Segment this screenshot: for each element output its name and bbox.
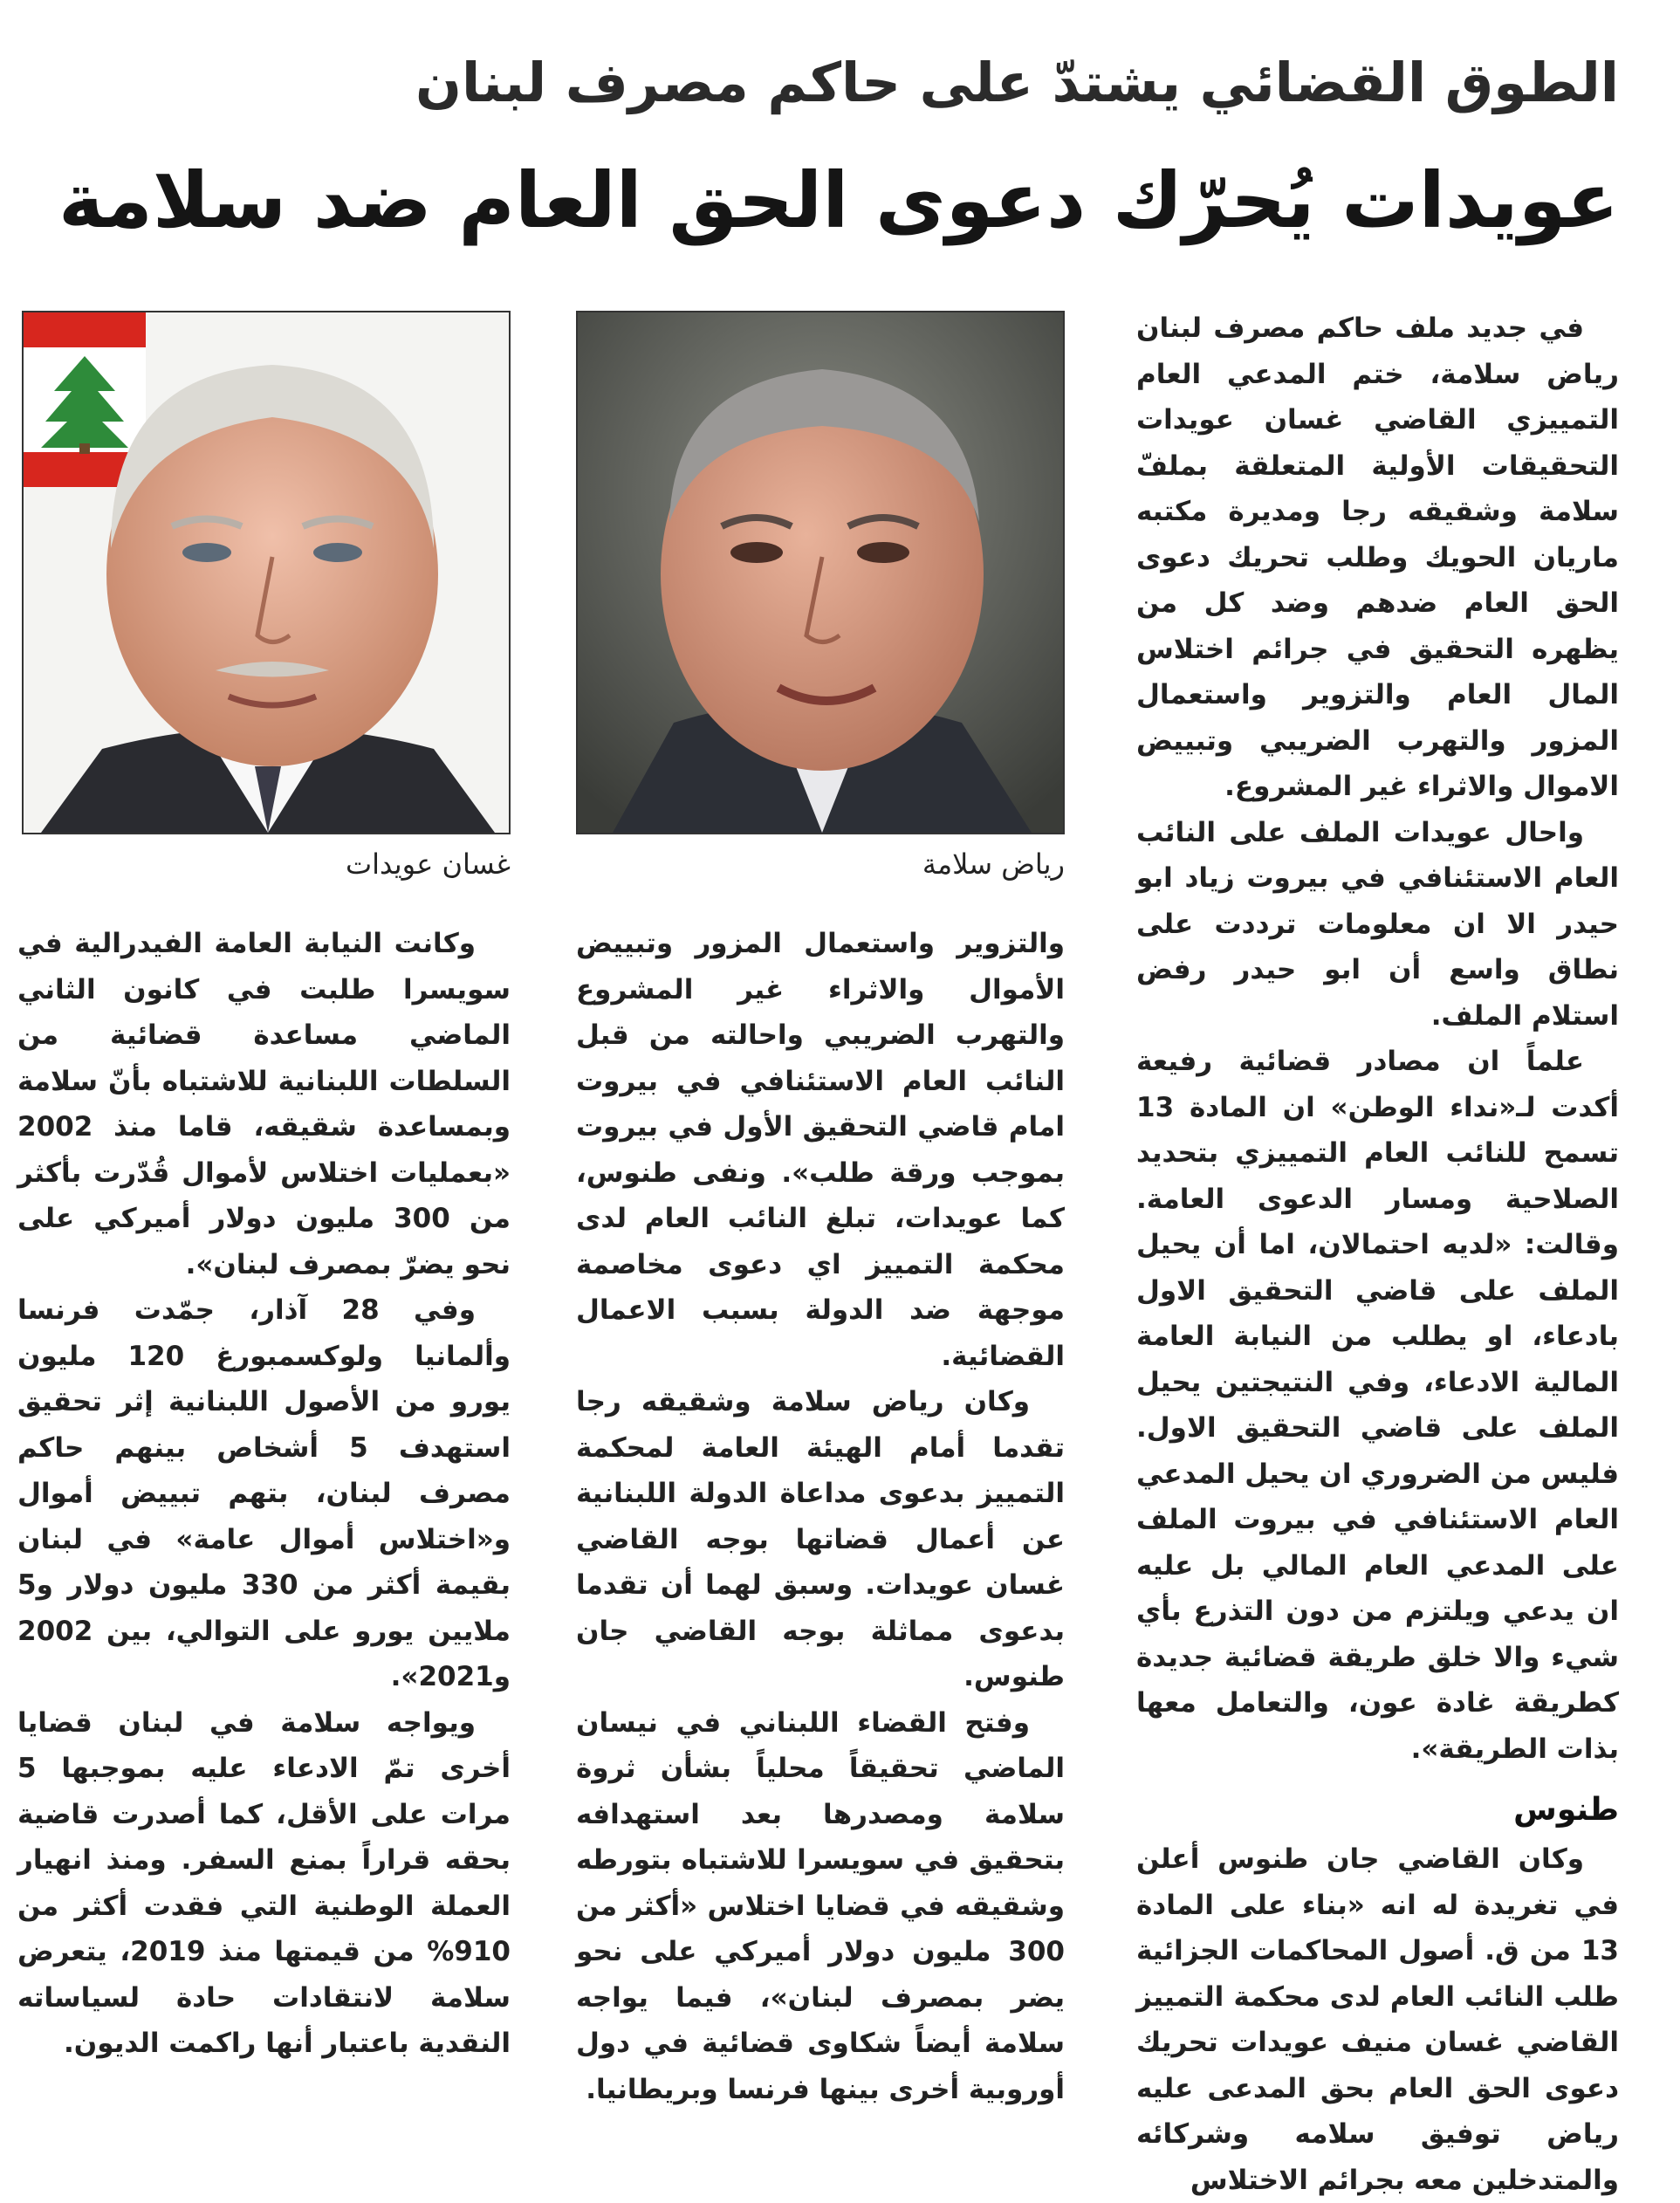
paragraph: وكان القاضي جان طنوس أعلن في تغريدة له انه «بناء على المادة 13 من ق. أصول المحاكمات الجزائية طلب النائب العام لدى محكمة التمييز القاضي غسان منيف عويدات تحريك دعوى الحق العام بحق المدعى عليه رياض توفيق سلامه وشركائه والمتدخلين معه بجرائم الاختلاس — [1136, 1843, 1619, 2196]
article-column-middle — [576, 921, 1065, 2112]
paragraph: في جديد ملف حاكم مصرف لبنان رياض سلامة، ختم المدعي العام التمييزي القاضي غسان عويدات التحقيقات الأولية المتعلقة بملفّ سلامة وشقيقه رجا ومديرة مكتبه ماريان الحويك وطلب تحريك دعوى الحق العام ضدهم وضد كل من يظهره التحقيق في جرائم اختلاس المال العام والتزوير واستعمال المزور والتهرب الضريبي وتبييض الاموال والاثراء غير المشروع. — [1136, 312, 1619, 802]
paragraph: ويواجه سلامة في لبنان قضايا أخرى تمّ الادعاء عليه بموجبها 5 مرات على الأقل، كما أصدرت قاضية بحقه قراراً بمنع السفر. ومنذ انهيار العملة الوطنية التي فقدت أكثر من 910% من قيمتها منذ 2019، يتعرض سلامة لانتقادات حادة لسياساته النقدية باعتبار أنها راكمت الديون. — [17, 1706, 511, 2059]
paragraph: وفي 28 آذار، جمّدت فرنسا وألمانيا ولوكسمبورغ 120 مليون يورو من الأصول اللبنانية إثر تحقيق استهدف 5 أشخاص بينهم حاكم مصرف لبنان، بتهم تبييض أموال و«اختلاس أموال عامة» في لبنان بقيمة أكثر من 330 مليون دولار و5 ملايين يورو على التوالي، بين 2002 و2021». — [17, 1294, 511, 1692]
paragraph: وكان رياض سلامة وشقيقه رجا تقدما أمام الهيئة العامة لمحكمة التمييز بدعوى مداعاة الدولة اللبنانية عن أعمال قضاتها بوجه القاضي غسان عويدات. وسبق لهما أن تقدما بدعوى مماثلة بوجه القاضي جان طنوس. — [576, 1386, 1065, 1692]
paragraph: وفتح القضاء اللبناني في نيسان الماضي تحقيقاً محلياً بشأن ثروة سلامة ومصدرها بعد استهدافه بتحقيق في سويسرا للاشتباه بتورطه وشقيقه في قضايا اختلاس «أكثر من 300 مليون دولار أميركي على نحو يضر بمصرف لبنان»، فيما يواجه سلامة أيضاً شكاوى قضائية في دول أوروبية أخرى بينها فرنسا وبريطانيا. — [576, 1706, 1065, 2105]
article-column-right — [1136, 305, 1619, 2203]
paragraph: واحال عويدات الملف على النائب العام الاستئنافي في بيروت زياد ابو حيدر الا ان معلومات ترددت على نطاق واسع أن ابو حيدر رفض استلام الملف. — [1136, 816, 1619, 1032]
photo-caption-salameh: رياض سلامة — [922, 848, 1065, 881]
article-kicker: الطوق القضائي يشتدّ على حاكم مصرف لبنان — [415, 51, 1619, 114]
paragraph: والتزوير واستعمال المزور وتبييض الأموال والاثراء غير المشروع والتهرب الضريبي واحالته من قبل النائب العام الاستئنافي في بيروت امام قاضي التحقيق الأول في بيروت بموجب ورقة طلب». ونفى طنوس، كما عويدات، تبلغ النائب العام لدى محكمة التمييز اي دعوى مخاصمة موجهة ضد الدولة بسبب الاعمال القضائية. — [576, 928, 1065, 1372]
photo-ghassan-oweidat — [22, 311, 511, 834]
article-headline: عويدات يُحرّك دعوى الحق العام ضد سلامة — [58, 155, 1619, 245]
section-subheading: طنوس — [1513, 1792, 1619, 1828]
paragraph: علماً ان مصادر قضائية رفيعة أكدت لـ«نداء الوطن» ان المادة 13 تسمح للنائب العام التمييزي بتحديد الصلاحية ومسار الدعوى العامة. وقالت: «لديه احتمالان، اما أن يحيل الملف على قاضي التحقيق الاول بادعاء، او يطلب من النيابة العامة المالية الادعاء، وفي النتيجتين يحيل الملف على قاضي التحقيق الاول. فليس من الضروري ان يحيل المدعي العام الاستئنافي في بيروت الملف على المدعي العام المالي بل عليه ان يدعي ويلتزم من دون التذرع بأي شيء والا خلق طريقة قضائية جديدة كطريقة غادة عون، والتعامل معها بذات الطريقة». — [1136, 1046, 1619, 1765]
paragraph: وكانت النيابة العامة الفيدرالية في سويسرا طلبت في كانون الثاني الماضي مساعدة قضائية من السلطات اللبنانية للاشتباه بأنّ سلامة وبمساعدة شقيقه، قاما منذ 2002 «بعمليات اختلاس لأموال قُدّرت بأكثر من 300 مليون دولار أميركي على نحو يضرّ بمصرف لبنان». — [17, 928, 511, 1280]
photo-riad-salameh — [576, 311, 1065, 834]
article-column-left — [17, 921, 511, 2067]
photo-caption-oweidat: غسان عويدات — [345, 848, 511, 881]
